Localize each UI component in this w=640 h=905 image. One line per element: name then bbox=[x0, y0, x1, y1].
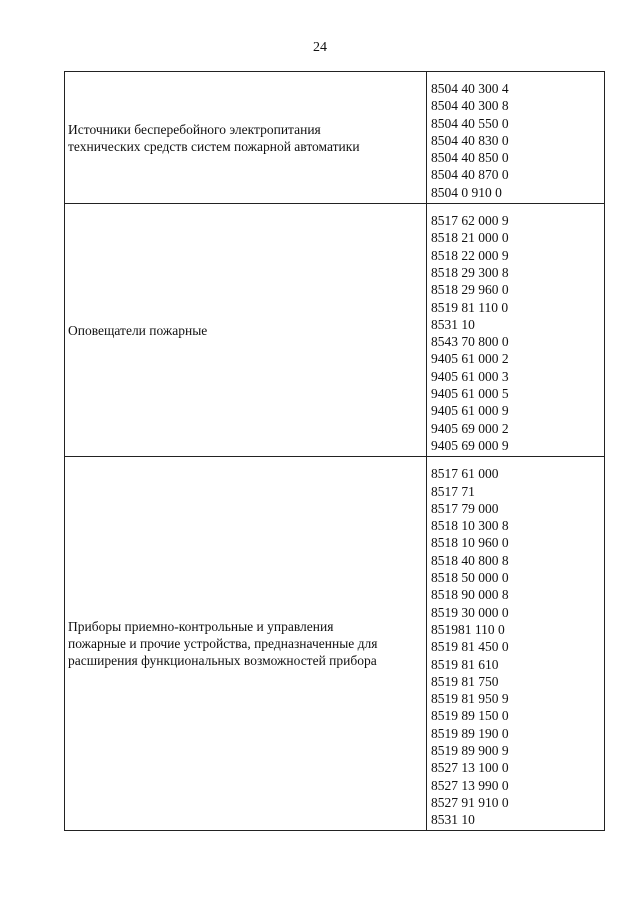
tn-ved-code: 8518 21 000 0 bbox=[431, 230, 509, 246]
tn-ved-code: 8517 71 bbox=[431, 483, 475, 499]
tn-ved-code: 8517 61 000 bbox=[431, 466, 499, 482]
table-row bbox=[65, 204, 605, 457]
tn-ved-code: 9405 61 000 2 bbox=[431, 351, 509, 367]
tn-ved-code: 8504 40 830 0 bbox=[431, 132, 509, 148]
tn-ved-code: 8519 81 750 bbox=[431, 673, 499, 689]
tn-ved-code: 9405 61 000 3 bbox=[431, 368, 509, 384]
product-codes-table bbox=[64, 71, 605, 831]
tn-ved-code: 8518 50 000 0 bbox=[431, 570, 509, 586]
tn-ved-code: 8519 89 150 0 bbox=[431, 708, 509, 724]
tn-ved-codes-cell bbox=[427, 204, 605, 457]
tn-ved-code: 9405 69 000 9 bbox=[431, 437, 509, 453]
tn-ved-code: 8519 81 610 bbox=[431, 656, 499, 672]
tn-ved-code: 8519 30 000 0 bbox=[431, 604, 509, 620]
product-name-line: технических средств систем пожарной автоматики bbox=[68, 138, 360, 154]
table-row bbox=[65, 457, 605, 831]
tn-ved-codes-cell bbox=[427, 72, 605, 204]
product-name-line: Оповещатели пожарные bbox=[68, 322, 208, 338]
tn-ved-code: 8504 40 300 8 bbox=[431, 98, 509, 114]
tn-ved-code: 8527 13 100 0 bbox=[431, 760, 509, 776]
product-name-line: пожарные и прочие устройства, предназначенные для bbox=[68, 636, 378, 652]
tn-ved-code: 8517 62 000 9 bbox=[431, 213, 509, 229]
tn-ved-code: 851981 110 0 bbox=[431, 621, 505, 637]
tn-ved-code: 8518 22 000 9 bbox=[431, 247, 509, 263]
tn-ved-code: 8531 10 bbox=[431, 316, 475, 332]
tn-ved-code: 9405 61 000 9 bbox=[431, 403, 509, 419]
tn-ved-code: 8504 40 550 0 bbox=[431, 115, 509, 131]
tn-ved-code: 8504 0 910 0 bbox=[431, 184, 502, 200]
page-number: 24 bbox=[313, 40, 327, 55]
tn-ved-code: 8518 29 300 8 bbox=[431, 264, 509, 280]
tn-ved-code: 8504 40 870 0 bbox=[431, 167, 509, 183]
tn-ved-code: 8527 91 910 0 bbox=[431, 794, 509, 810]
product-name-cell bbox=[65, 72, 427, 204]
tn-ved-code: 8519 81 950 9 bbox=[431, 691, 509, 707]
tn-ved-code: 9405 61 000 5 bbox=[431, 386, 509, 402]
product-name-cell bbox=[65, 457, 427, 831]
tn-ved-code: 8518 40 800 8 bbox=[431, 552, 509, 568]
tn-ved-code: 8517 79 000 bbox=[431, 500, 499, 516]
product-name-line: расширения функциональных возможностей прибора bbox=[68, 653, 377, 669]
tn-ved-code: 8504 40 850 0 bbox=[431, 150, 509, 166]
tn-ved-code: 8519 89 900 9 bbox=[431, 742, 509, 758]
tn-ved-code: 8519 81 110 0 bbox=[431, 299, 509, 315]
product-name-line: Приборы приемно-контрольные и управления bbox=[68, 619, 334, 635]
tn-ved-codes-cell bbox=[427, 457, 605, 831]
tn-ved-code: 8518 10 300 8 bbox=[431, 518, 509, 534]
tn-ved-code: 9405 69 000 2 bbox=[431, 420, 509, 436]
tn-ved-code: 8519 81 450 0 bbox=[431, 639, 509, 655]
table-body bbox=[65, 72, 605, 831]
product-name-line: Источники бесперебойного электропитания bbox=[68, 121, 321, 137]
tn-ved-code: 8504 40 300 4 bbox=[431, 81, 509, 96]
tn-ved-code: 8518 10 960 0 bbox=[431, 535, 509, 551]
tn-ved-code: 8543 70 800 0 bbox=[431, 334, 509, 350]
product-name-cell bbox=[65, 204, 427, 457]
tn-ved-code: 8531 10 bbox=[431, 812, 475, 828]
tn-ved-code: 8527 13 990 0 bbox=[431, 777, 509, 793]
tn-ved-code: 8519 89 190 0 bbox=[431, 725, 509, 741]
tn-ved-code: 8518 90 000 8 bbox=[431, 587, 509, 603]
table-row bbox=[65, 72, 605, 204]
tn-ved-code: 8518 29 960 0 bbox=[431, 282, 509, 298]
